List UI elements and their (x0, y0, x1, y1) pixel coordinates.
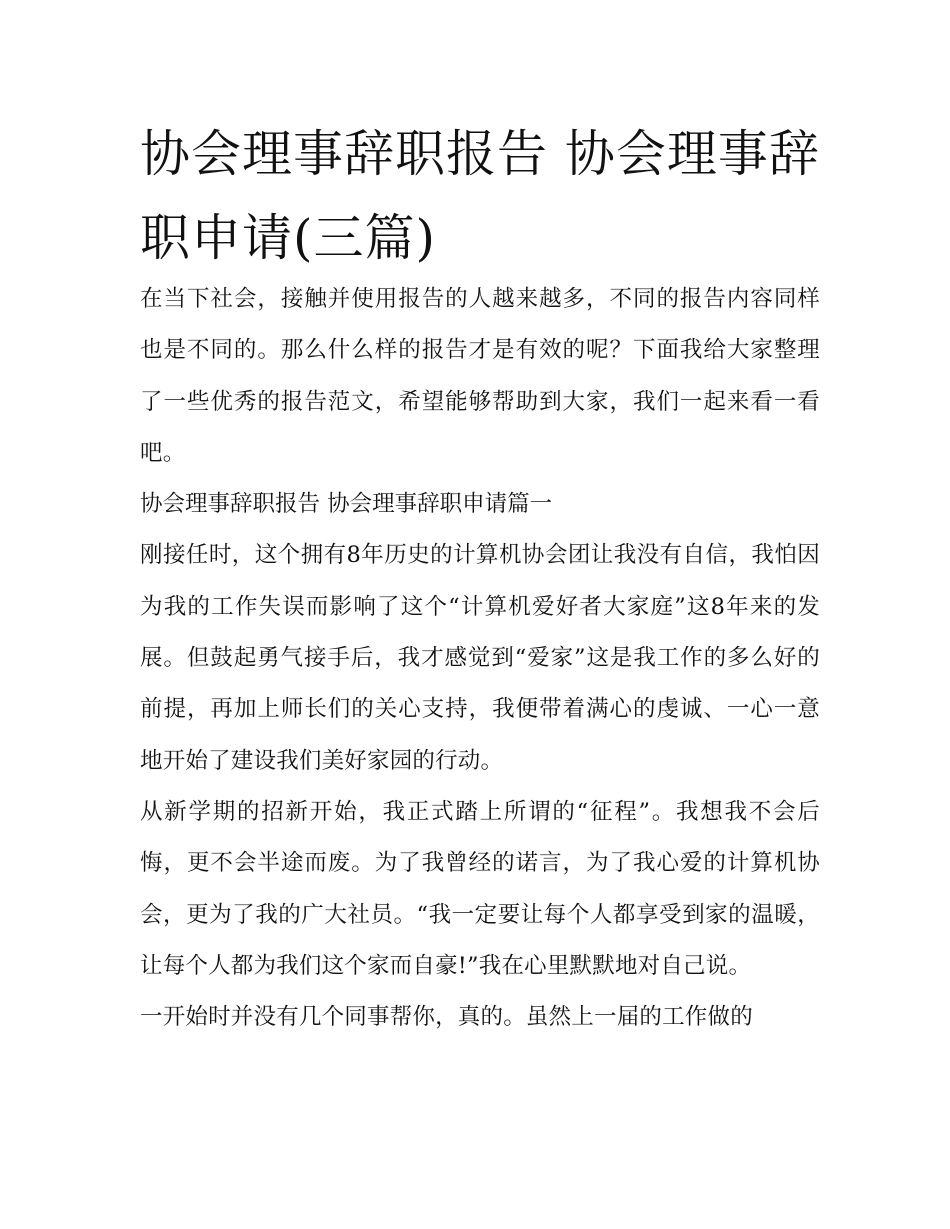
intro-paragraph: 在当下社会，接触并使用报告的人越来越多，不同的报告内容同样也是不同的。那么什么样的报告才是有效的呢？下面我给大家整理了一些优秀的报告范文，希望能够帮助到大家，我们一起来看一看吧。 (140, 286, 820, 466)
body-paragraph: 一开始时并没有几个同事帮你，真的。虽然上一届的工作做的 (140, 1004, 753, 1031)
body-paragraph: 刚接任时，这个拥有8年历史的计算机协会团让我没有自信，我怕因为我的工作失误而影响了这个“计算机爱好者大家庭”这8年来的发展。但鼓起勇气接手后，我才感觉到“爱家”这是我工作的多么好的前提，再加上师长们的关心支持，我便带着满心的虔诚、一心一意地开始了建设我们美好家园的行动。 (140, 542, 820, 774)
document-body (140, 274, 820, 1043)
body-paragraph: 从新学期的招新开始，我正式踏上所谓的“征程”。我想我不会后悔，更不会半途而废。为了我曾经的诺言，为了我心爱的计算机协会，更为了我的广大社员。“我一定要让每个人都享受到家的温暖，让每个人都为我们这个家而自豪!”我在心里默默地对自己说。 (140, 798, 820, 979)
document-title: 协会理事辞职报告 协会理事辞职申请(三篇) (140, 125, 820, 267)
section-heading: 协会理事辞职报告 协会理事辞职申请篇一 (140, 491, 553, 518)
